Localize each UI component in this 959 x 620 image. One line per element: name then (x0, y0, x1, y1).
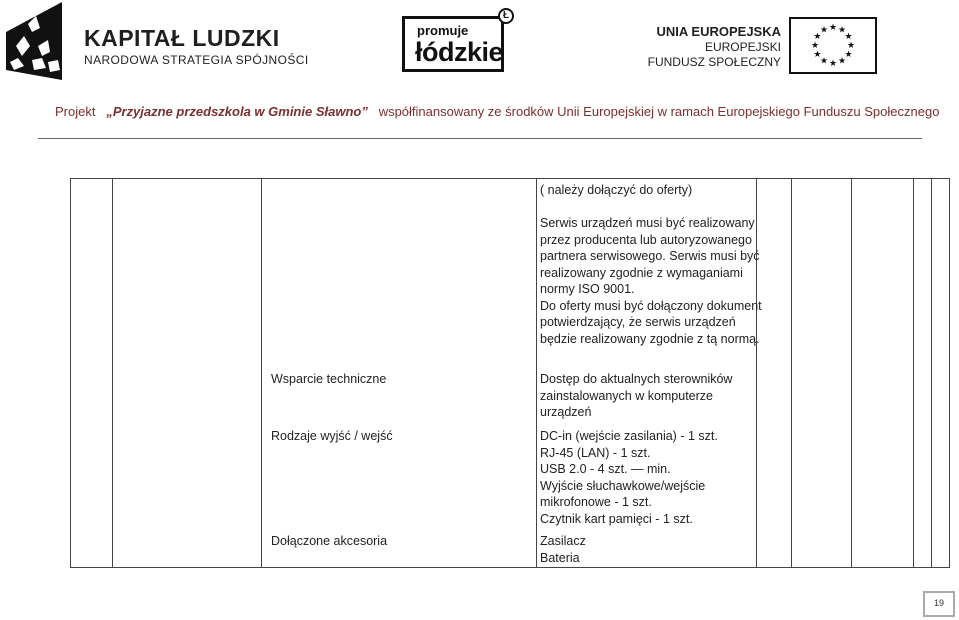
table-row-description: DC-in (wejście zasilania) - 1 szt. RJ-45 (LAN) - 1 szt. USB 2.0 - 4 szt. — min. Wyjście słuchawkowe/wejście mikrofonowe - 1 szt. Czytnik kart pamięci - 1 szt. (540, 429, 718, 526)
kapital-ludzki-subtitle: NARODOWA STRATEGIA SPÓJNOŚCI (84, 53, 309, 67)
table-row-description: Dostęp do aktualnych sterowników zainstalowanych w komputerze urządzeń (540, 372, 733, 419)
eu-stars-icon (791, 19, 875, 72)
eu-star-icon: ★ (819, 55, 829, 66)
table-column-divider (931, 179, 932, 567)
eu-star-icon: ★ (813, 49, 822, 59)
kapital-ludzki-title: KAPITAŁ LUDZKI (84, 25, 280, 51)
eu-star-icon: ★ (819, 24, 829, 35)
table-row-description: ( należy dołączyć do oferty) (540, 183, 693, 197)
eu-star-icon: ★ (828, 58, 838, 68)
eu-star-icon: ★ (813, 31, 822, 41)
eu-star-icon: ★ (844, 31, 853, 41)
eu-flag-icon (789, 17, 877, 74)
project-line (55, 104, 939, 119)
eu-label (648, 24, 781, 70)
promuje-lodzkie-frame (402, 16, 504, 72)
header-divider (38, 138, 922, 139)
eu-star-icon: ★ (837, 55, 847, 66)
table-row-label: Rodzaje wyjść / wejść (271, 429, 393, 443)
eu-star-icon: ★ (846, 40, 856, 50)
table-row-label: Dołączone akcesoria (271, 534, 388, 548)
table-column-divider (791, 179, 792, 567)
page-number: 19 (923, 591, 955, 617)
promuje-lodzkie-logo (402, 8, 518, 72)
table-row-description: Serwis urządzeń musi być realizowany przez producenta lub autoryzowanego partnera serwisowego. Serwis musi być realizowany zgodnie z wymaganiami normy ISO 9001. Do oferty musi być dołączony dokument potwierdzający, że serwis urządzeń będzie realizowany zgodnie z tą normą. (540, 216, 762, 346)
eu-fund-line2: FUNDUSZ SPOŁECZNY (647, 55, 781, 69)
eu-fund-line1: EUROPEJSKI (704, 40, 781, 54)
project-name: „Przyjazne przedszkola w Gminie Sławno” (106, 104, 368, 119)
project-suffix: współfinansowany ze środków Unii Europejskiej w ramach Europejskiego Funduszu Społecznego (378, 104, 940, 119)
eu-star-icon: ★ (810, 40, 820, 50)
table-column-divider (112, 179, 113, 567)
table-column-divider (536, 179, 537, 567)
project-prefix: Projekt (55, 104, 96, 119)
eu-title: UNIA EUROPEJSKA (656, 24, 781, 39)
promuje-text: promuje (417, 23, 469, 38)
specification-table (70, 178, 950, 568)
table-column-divider (913, 179, 914, 567)
table-row-description: Zasilacz Bateria (540, 534, 586, 565)
eu-star-icon: ★ (828, 22, 838, 32)
kapital-ludzki-emblem-icon (4, 2, 76, 88)
table-row-label: Wsparcie techniczne (271, 372, 387, 386)
table-column-divider (851, 179, 852, 567)
eu-star-icon: ★ (837, 24, 847, 35)
table-column-divider (261, 179, 262, 567)
eu-star-icon: ★ (844, 49, 853, 59)
registered-mark-icon: Ł (498, 8, 514, 24)
lodzkie-text: łódzkie (415, 37, 504, 67)
